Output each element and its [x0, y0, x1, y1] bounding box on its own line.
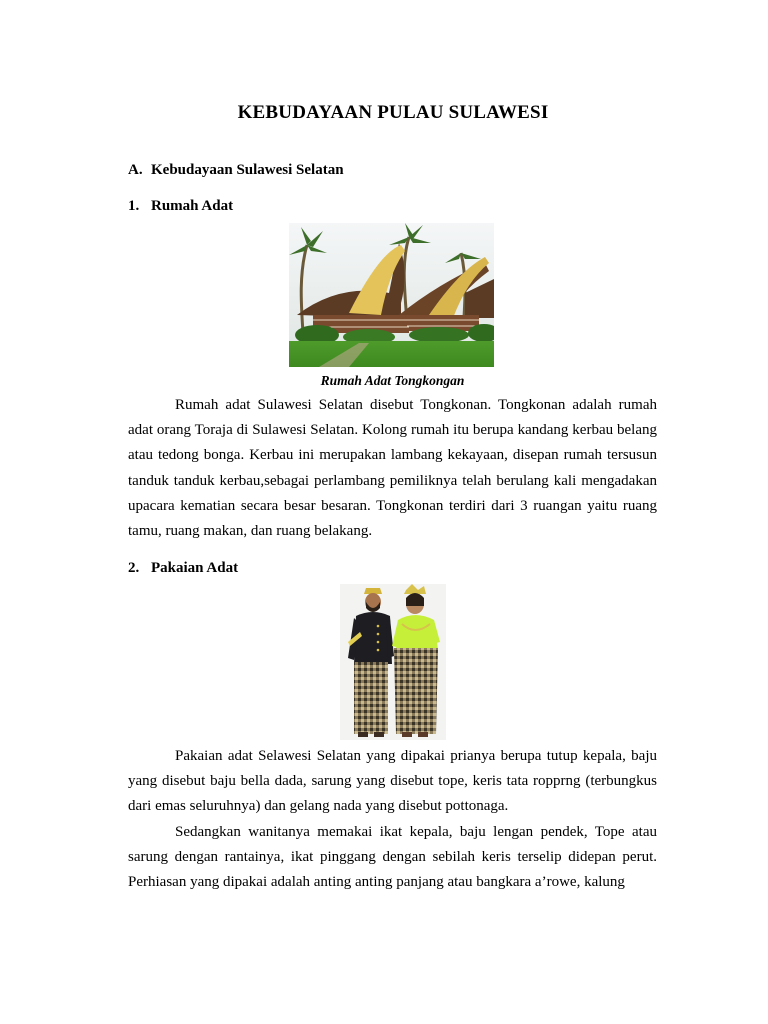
- paragraph-pakaian-pria: [128, 744, 657, 820]
- paragraph-text: Rumah adat Sulawesi Selatan disebut Tongkonan. Tongkonan adalah rumah adat orang Toraja di Sulawesi Selatan. Kolong rumah itu berupa kandang kerbau belang atau tedong bonga. Kerbau ini merupakan lambang kekayaan, disepan rumah tersusun tanduk tanduk kerbau,sebagai perlambang pemiliknya telah berulang kali mengadakan upacara kematian secara besar besaran. Tongkonan terdiri dari 3 ruangan yaitu ruang tamu, ruang makan, dan ruang belakang.: [128, 397, 657, 540]
- document-title: KEBUDAYAAN PULAU SULAWESI: [237, 102, 549, 123]
- paragraph-rumah-adat: [128, 393, 657, 544]
- item-marker: 1.: [128, 198, 140, 214]
- section-marker: A.: [128, 162, 143, 178]
- paragraph-text: Pakaian adat Selawesi Selatan yang dipakai prianya berupa tutup kepala, baju yang disebut baju bella dada, sarung yang disebut tope, keris tata ropprng (terbungkus dari emas seluruhnya) dan gelang nada yang disebut pottonaga.: [128, 748, 657, 815]
- item-marker: 2.: [128, 560, 140, 576]
- paragraph-text: Sedangkan wanitanya memakai ikat kepala, baju lengan pendek, Tope atau sarung dengan rantainya, ikat pinggang dengan sebilah keris terselip didepan perut. Perhiasan yang dipakai adalah anting anting panjang atau bangkara a’rowe, kalung: [128, 824, 657, 891]
- paragraph-pakaian-wanita: [128, 820, 657, 896]
- image-caption: Rumah Adat Tongkongan: [320, 373, 465, 388]
- section-label: Kebudayaan Sulawesi Selatan: [151, 162, 344, 178]
- subheading-rumah-adat: [128, 198, 233, 215]
- subheading-pakaian-adat: [128, 560, 238, 577]
- section-heading: [128, 162, 344, 179]
- traditional-clothing-photo: [340, 584, 446, 740]
- item-label: Pakaian Adat: [151, 560, 239, 576]
- item-label: Rumah Adat: [151, 198, 234, 214]
- tongkonan-house-photo: [289, 223, 494, 367]
